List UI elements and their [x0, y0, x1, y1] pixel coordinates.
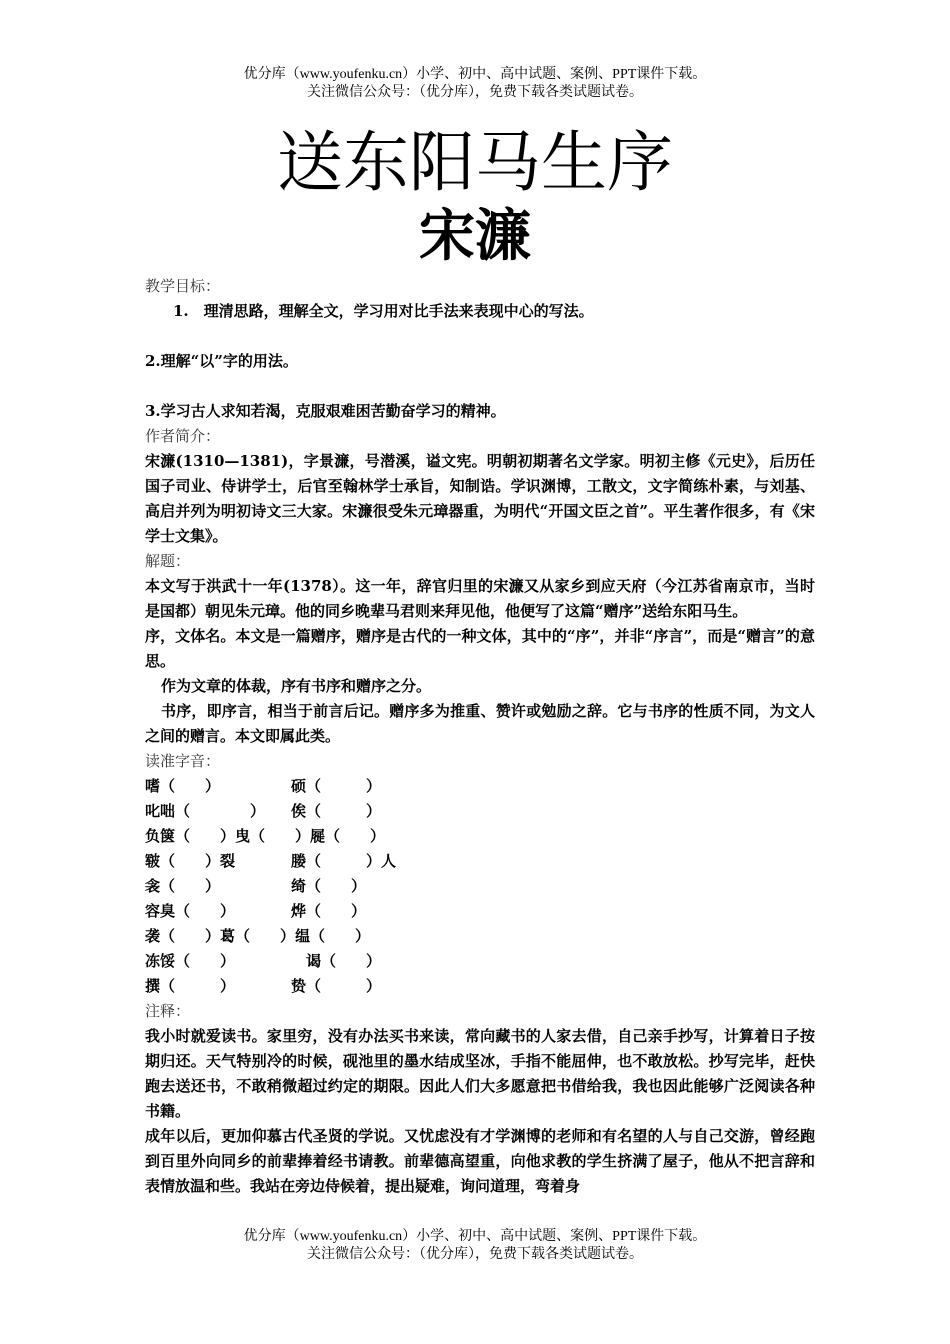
pronounce-row: [145, 949, 815, 974]
explain-paragraph-2: 序，文体名。本文是一篇赠序，赠序是古代的一种文体，其中的“序”，并非“序言”，而是“赠言”的意思。: [145, 627, 815, 670]
pronounce-label: 读准字音：: [145, 752, 221, 770]
bio-text: 宋濂(1310—1381)，字景濂，号潜溪，谥文宪。明朝初期著名文学家。明初主修《元史》，后历任国子司业、侍讲学士，后官至翰林学士承旨，知制诰。学识渊博，工散文，文字简练朴素，与刘基、高启并列为明初诗文三大家。宋濂很受朱元璋器重，为明代“开国文臣之首”。平生著作很多，有《宋学士文集》。: [145, 452, 815, 545]
pronounce-right: 贽（ ）: [291, 977, 382, 995]
pronounce-left: 冻馁（ ）: [145, 952, 236, 970]
document-title: 送东阳马生序: [277, 124, 673, 201]
pronounce-row: [145, 799, 815, 824]
page-header: [0, 66, 950, 102]
header-line-1: 优分库（www.youfenku.cn）小学、初中、高中试题、案例、PPT课件下载。: [243, 67, 707, 82]
footer-line-1: 优分库（www.youfenku.cn）小学、初中、高中试题、案例、PPT课件下载。: [243, 1229, 707, 1244]
notes-label: 注释：: [145, 1002, 191, 1020]
pronounce-row: [145, 924, 815, 949]
pronounce-row: [145, 824, 815, 849]
pronounce-left: 袭（ ）葛（ ）缊（ ）: [145, 927, 371, 945]
page-footer: [0, 1228, 950, 1264]
footer-line-2: 关注微信公众号：（优分库），免费下载各类试题试卷。: [307, 1247, 643, 1262]
goal-item-2: 2.理解“以”字的用法。: [145, 352, 298, 370]
pronounce-row: [145, 974, 815, 999]
document-author: 宋濂: [419, 203, 531, 269]
goal-item-3: 3.学习古人求知若渴，克服艰难困苦勤奋学习的精神。: [145, 402, 506, 420]
pronounce-left: 皲（ ）裂: [145, 852, 236, 870]
pronounce-right: 烨（ ）: [291, 902, 367, 920]
explain-label: 解题：: [145, 552, 191, 570]
pronounce-right: 绮（ ）: [291, 877, 367, 895]
pronounce-left: 叱咄（ ）: [145, 802, 266, 820]
bio-label: 作者简介：: [145, 427, 221, 445]
explain-paragraph-3: 作为文章的体裁，序有书序和赠序之分。: [161, 677, 432, 695]
pronounce-right: 媵（ ）人: [291, 852, 397, 870]
pronounce-right: 硕（ ）: [291, 777, 382, 795]
document-body: [145, 274, 815, 1199]
notes-paragraph-2: 成年以后，更加仰慕古代圣贤的学说。又忧虑没有才学渊博的老师和有名望的人与自己交游，曾经跑到百里外向同乡的前辈捧着经书请教。前辈德高望重，向他求教的学生挤满了屋子，他从不把言辞和表情放温和些。我站在旁边侍候着，提出疑难，询问道理，弯着身: [145, 1127, 815, 1195]
explain-paragraph-1: 本文写于洪武十一年(1378）。这一年，辞官归里的宋濂又从家乡到应天府（今江苏省南京市，当时是国都）朝见朱元璋。他的同乡晚辈马君则来拜见他，他便写了这篇“赠序”送给东阳马生。: [145, 577, 815, 620]
pronounce-right: 谒（ ）: [291, 952, 382, 970]
pronounce-list: [145, 774, 815, 999]
pronounce-row: [145, 774, 815, 799]
pronounce-right: 俟（ ）: [291, 802, 382, 820]
pronounce-left: 撰（ ）: [145, 977, 236, 995]
explain-paragraph-4: 书序，即序言，相当于前言后记。赠序多为推重、赞许或勉励之辞。它与书序的性质不同，为文人之间的赠言。本文即属此类。: [145, 702, 815, 745]
pronounce-left: 嗜（ ）: [145, 777, 221, 795]
pronounce-left: 容臭（ ）: [145, 902, 236, 920]
notes-paragraph-1: 我小时就爱读书。家里穷，没有办法买书来读，常向藏书的人家去借，自己亲手抄写，计算着日子按期归还。天气特别冷的时候，砚池里的墨水结成坚冰，手指不能屈伸，也不敢放松。抄写完毕，赶快跑去送还书，不敢稍微超过约定的期限。因此人们大多愿意把书借给我，我也因此能够广泛阅读各种书籍。: [145, 1027, 815, 1120]
pronounce-left: 衾（ ）: [145, 877, 221, 895]
pronounce-row: [145, 899, 815, 924]
goals-label: 教学目标：: [145, 277, 221, 295]
goal-item-1: 1. 理清思路，理解全文，学习用对比手法来表现中心的写法。: [173, 302, 594, 320]
pronounce-row: [145, 849, 815, 874]
header-line-2: 关注微信公众号：（优分库），免费下载各类试题试卷。: [307, 85, 643, 100]
pronounce-row: [145, 874, 815, 899]
pronounce-left: 负箧（ ）曳（ ）屣（ ）: [145, 827, 386, 845]
